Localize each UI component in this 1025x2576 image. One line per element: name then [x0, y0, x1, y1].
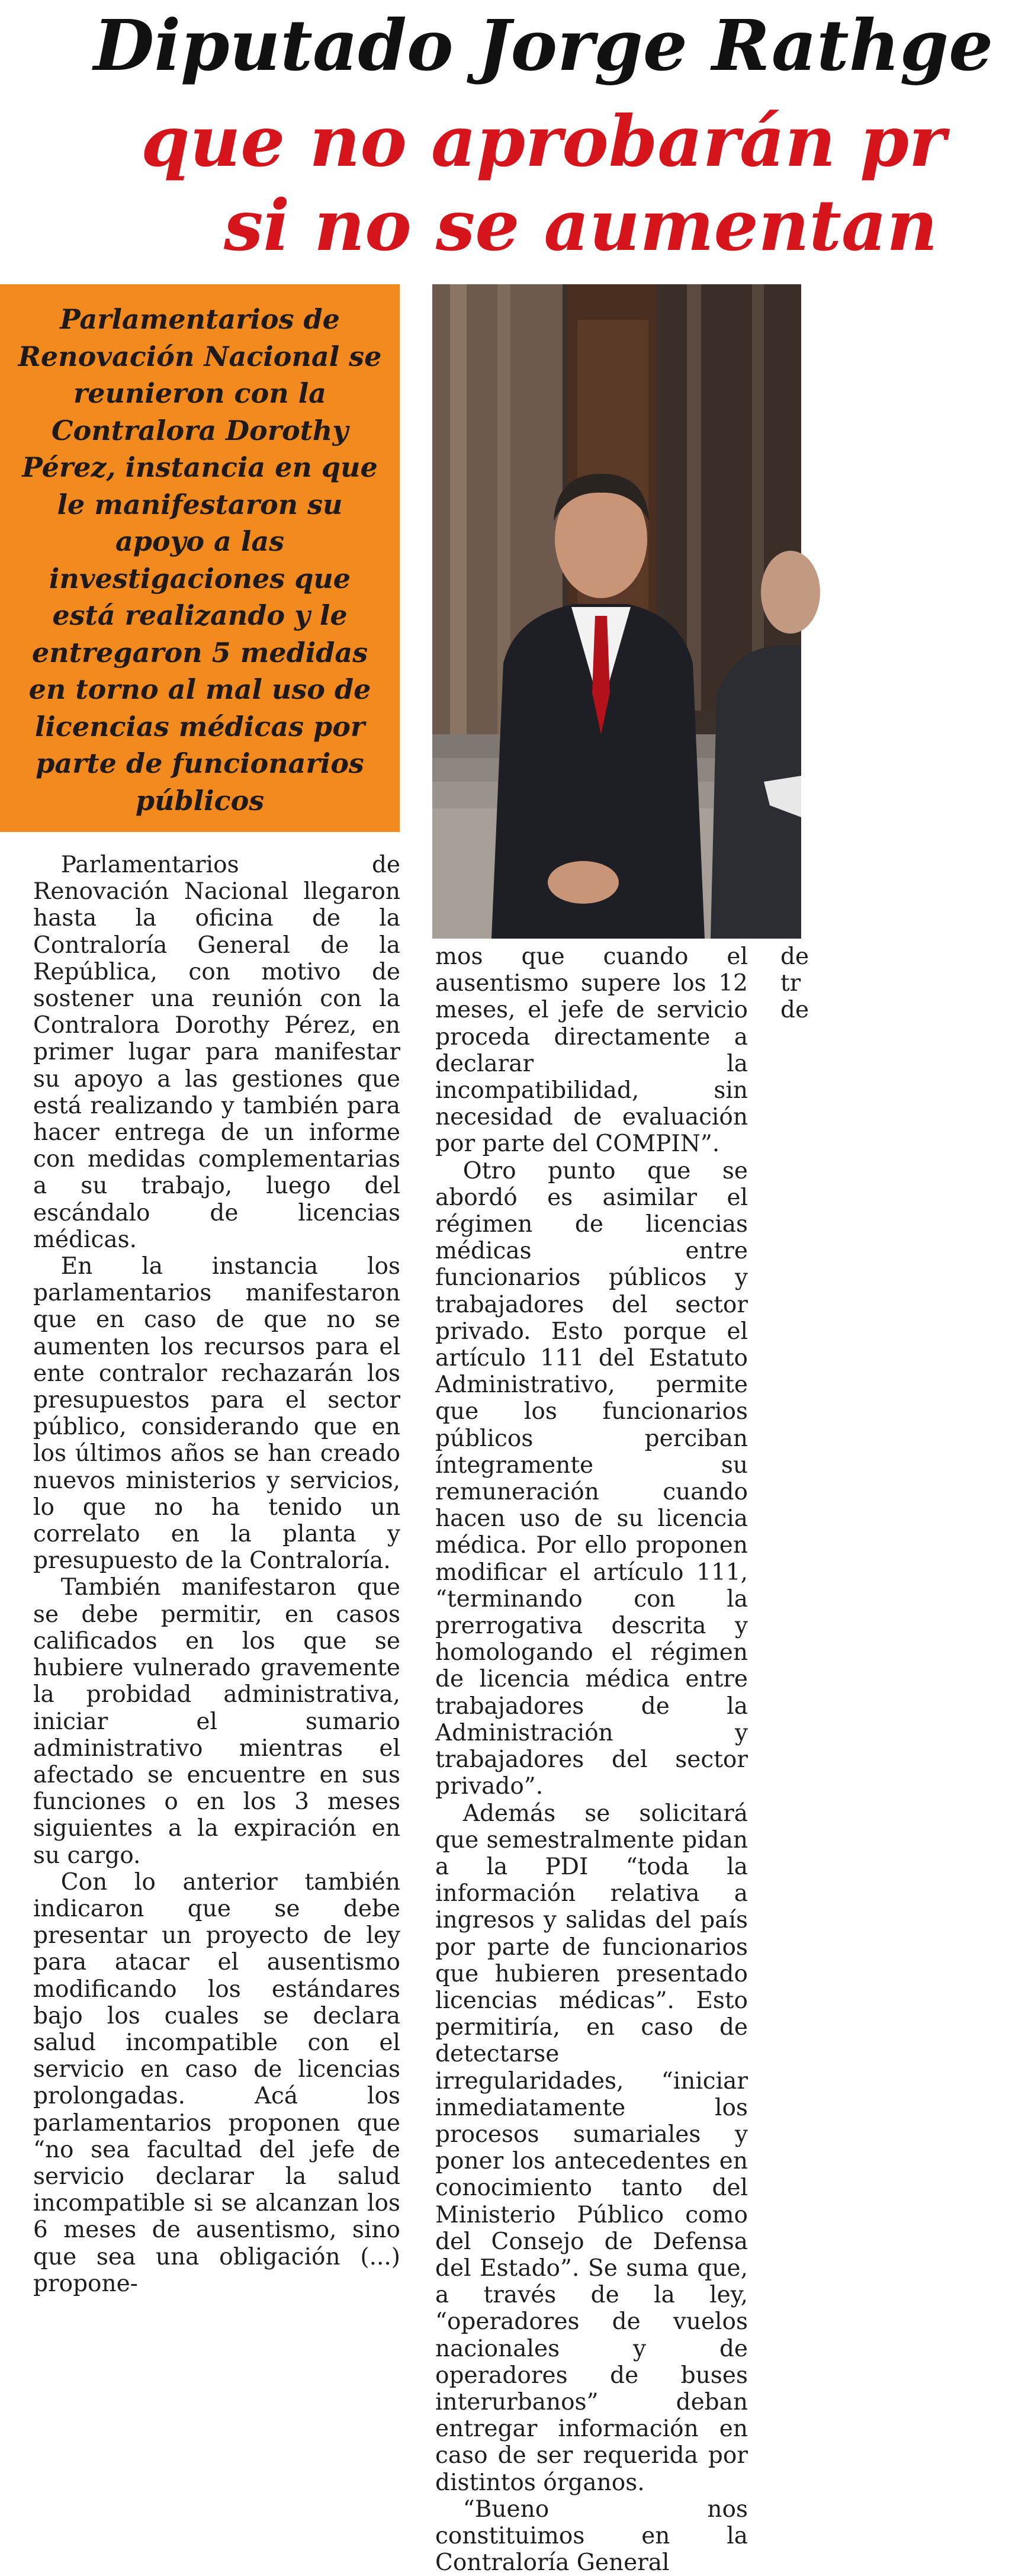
lead-box [0, 284, 400, 832]
text-fragment: de [780, 943, 809, 970]
news-photo [432, 284, 801, 939]
headline-line-3: si no se aumentan [224, 184, 938, 266]
headline-line-2: que no aprobarán pr [141, 100, 946, 182]
paragraph: “Bueno nos constituimos en la Contraloría General [435, 2495, 748, 2576]
lead-text: Parlamentarios de Renovación Nacional se reunieron con la Contralora Dorothy Pérez, instancia en que le manifestaron su apoyo a las investigaciones que está realizando y le entregaron 5 medidas en torno al mal uso de licencias médicas por parte de funcionarios públicos [18, 303, 382, 817]
article-column-1 [33, 852, 400, 2297]
paragraph: Otro punto que se abordó es asimilar el régimen de licencias médicas entre funcionarios públicos y trabajadores del sector privado. Esto porque el artículo 111 del Estatuto Administrativo, permite que los funcionarios públicos perciban íntegramente su remuneración cuando hacen uso de su licencia médica. Por ello proponen modificar el artículo 111, “terminando con la prerrogativa descrita y homologando el régimen de licencia médica entre trabajadores de la Administración y trabajadores del sector privado”. [435, 1157, 748, 1800]
headline-line-1: Diputado Jorge Rathge [94, 4, 994, 86]
text-fragment: de [780, 997, 809, 1024]
paragraph: También manifestaron que se debe permitir, en casos calificados en los que se hubiere vulnerado gravemente la probidad administrativa, iniciar el sumario administrativo mientras el afectado se encuentre en sus funciones o en los 3 meses siguientes a la expiración en su cargo. [33, 1574, 400, 1869]
paragraph: Parlamentarios de Renovación Nacional llegaron hasta la oficina de la Contraloría General de la República, con motivo de sostener una reunión con la Contralora Dorothy Pérez, en primer lugar para manifestar su apoyo a las gestiones que está realizando y también para hacer entrega de un informe con medidas complementarias a su trabajo, luego del escándalo de licencias médicas. [33, 852, 400, 1253]
paragraph: Además se solicitará que semestralmente pidan a la PDI “toda la información relativa a ingresos y salidas del país por parte de funcionarios que hubieren presentado licencias médicas”. Esto permitiría, en caso de detectarse irregularidades, “iniciar inmediatamente los procesos sumariales y poner los antecedentes en conocimiento tanto del Ministerio Público como del Consejo de Defensa del Estado”. Se suma que, a través de la ley, “operadores de vuelos nacionales y de operadores de buses interurbanos” deban entregar información en caso de ser requerida por distintos órganos. [435, 1800, 748, 2496]
paragraph: Con lo anterior también indicaron que se debe presentar un proyecto de ley para atacar el ausentismo modificando los estándares bajo los cuales se declara salud incompatible con el servicio en caso de licencias prolongadas. Acá los parlamentarios proponen que “no sea facultad del jefe de servicio declarar la salud incompatible si se alcanzan los 6 meses de ausentismo, sino que sea una obligación (...) propone- [33, 1868, 400, 2297]
paragraph: En la instancia los parlamentarios manifestaron que en caso de que no se aumenten los recursos para el ente contralor rechazarán los presupuestos para el sector público, considerando que en los últimos años se han creado nuevos ministerios y servicios, lo que no ha tenido un correlato en la planta y presupuesto de la Contraloría. [33, 1253, 400, 1575]
article-column-2 [435, 943, 748, 2576]
text-fragment: tr [780, 970, 801, 997]
article-column-3-fragment [780, 943, 809, 1024]
paragraph: mos que cuando el ausentismo supere los 12 meses, el jefe de servicio proceda directamente a declarar la incompatibilidad, sin necesidad de evaluación por parte del COMPIN”. [435, 943, 748, 1158]
